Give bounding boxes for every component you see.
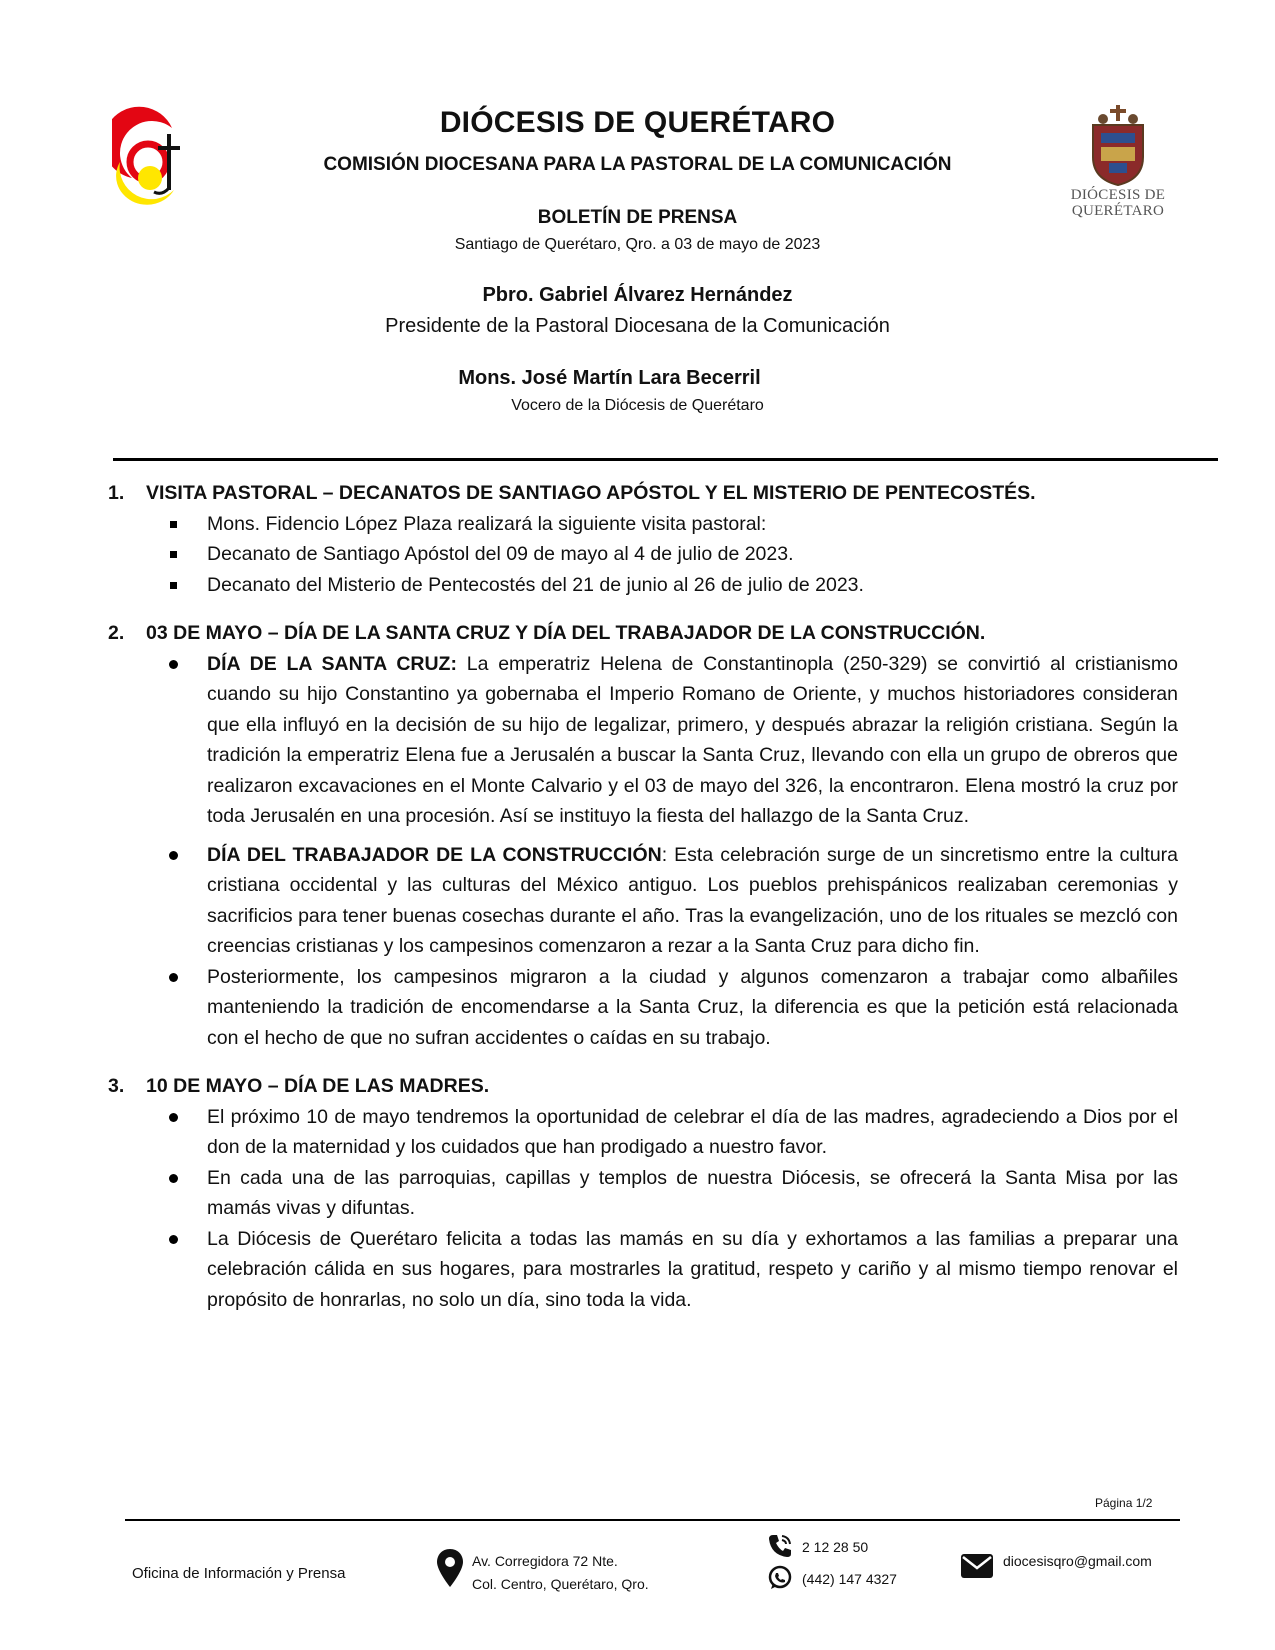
list-item: En cada una de las parroquias, capillas y templos de nuestra Diócesis, se ofrecerá la Santa Misa por las mamás vivas y difuntas. bbox=[167, 1163, 1178, 1224]
item-lead: DÍA DEL TRABAJADOR DE LA CONSTRUCCIÓN bbox=[207, 843, 662, 866]
list-item bbox=[167, 649, 1178, 832]
location-pin-icon bbox=[437, 1549, 463, 1592]
item-text: : Esta celebración surge de un sincretismo entre la cultura cristiana occidental y las culturas del México antiguo. Los pueblos prehispánicos realizaban ceremonias y sacrificios para tener buenas cosechas durante el año. Tras la evangelización, uno de los rituales se mezcló con creencias cristianas y los campesinos comenzaron a rezar a la Santa Cruz para dicho fin. bbox=[207, 843, 1179, 957]
list-item: El próximo 10 de mayo tendremos la oportunidad de celebrar el día de las madres, agradeciendo a Dios por el don de la maternidad y los cuidados que han prodigado a nuestro favor. bbox=[167, 1102, 1178, 1163]
list-item bbox=[167, 840, 1178, 962]
phone-icon bbox=[767, 1533, 793, 1564]
whatsapp-number: (442) 147 4327 bbox=[802, 1571, 897, 1587]
president-role: Presidente de la Pastoral Diocesana de la Comunicación bbox=[385, 315, 890, 337]
address-line2: Col. Centro, Querétaro, Qro. bbox=[472, 1576, 649, 1592]
item-text: Posteriormente, los campesinos migraron a la ciudad y algunos comenzaron a trabajar como albañiles manteniendo la tradición de encomendarse a la Santa Cruz, la diferencia es que la petición está relacionada con el hecho de que no sufran accidentes o caídas en su trabajo. bbox=[207, 965, 1178, 1049]
list-item: Decanato del Misterio de Pentecostés del 21 de junio al 26 de julio de 2023. bbox=[167, 570, 1178, 601]
whatsapp-icon bbox=[767, 1565, 793, 1596]
list-item: Mons. Fidencio López Plaza realizará la siguiente visita pastoral: bbox=[167, 509, 1178, 540]
bulletin-label: BOLETÍN DE PRENSA bbox=[537, 207, 738, 228]
section-2 bbox=[108, 618, 1178, 1053]
footer-divider bbox=[125, 1519, 1180, 1521]
section-number: 1. bbox=[108, 482, 125, 504]
page-number: Página 1/2 bbox=[1095, 1496, 1153, 1510]
item-text: La emperatriz Helena de Constantinopla (250-329) se convirtió al cristianismo cuando su hijo Constantino ya gobernaba el Imperio Romano de Oriente, y muchos historiadores consideran que ella influyó en la decisión de su hijo de legalizar, primero, y después abrazar la religión cristiana. Según la tradición la emperatriz Elena fue a Jerusalén a buscar la Santa Cruz, llevando con ella un grupo de obreros que realizaron excavaciones en el Monte Calvario y el 03 de mayo del 326, la encontraron. Elena mostró la cruz por toda Jerusalén en una procesión. Así se instituyo la fiesta del hallazgo de la Santa Cruz. bbox=[207, 652, 1178, 827]
seal-caption-line1: DIÓCESIS DE bbox=[1070, 187, 1166, 203]
page-subtitle: COMISIÓN DIOCESANA PARA LA PASTORAL DE LA COMUNICACIÓN bbox=[323, 154, 952, 175]
footer-email: diocesisqro@gmail.com bbox=[1003, 1553, 1152, 1569]
section-1 bbox=[108, 478, 1178, 600]
bulletin-date: Santiago de Querétaro, Qro. a 03 de mayo de 2023 bbox=[454, 236, 821, 253]
section-title: 03 DE MAYO – DÍA DE LA SANTA CRUZ Y DÍA DEL TRABAJADOR DE LA CONSTRUCCIÓN. bbox=[146, 622, 986, 644]
section-3 bbox=[108, 1071, 1178, 1315]
section-heading bbox=[108, 1071, 1178, 1102]
footer-phones bbox=[802, 1536, 897, 1591]
footer-office: Oficina de Información y Prensa bbox=[132, 1565, 346, 1582]
president-name: Pbro. Gabriel Álvarez Hernández bbox=[482, 284, 793, 306]
section-number: 2. bbox=[108, 622, 125, 644]
mail-icon bbox=[961, 1554, 993, 1583]
list-item: Decanato de Santiago Apóstol del 09 de mayo al 4 de julio de 2023. bbox=[167, 539, 1178, 570]
footer-address bbox=[472, 1550, 649, 1596]
section-number: 3. bbox=[108, 1075, 125, 1097]
bulletin-body bbox=[108, 478, 1178, 1333]
page-title: DIÓCESIS DE QUERÉTARO bbox=[439, 106, 836, 139]
section-heading bbox=[108, 478, 1178, 509]
section-title: 10 DE MAYO – DÍA DE LAS MADRES. bbox=[146, 1075, 490, 1097]
address-line1: Av. Corregidora 72 Nte. bbox=[472, 1553, 618, 1569]
list-item: La Diócesis de Querétaro felicita a todas las mamás en su día y exhortamos a las familias a preparar una celebración cálida en sus hogares, para mostrarles la gratitud, respeto y cariño y al mismo tiempo renovar el propósito de honrarlas, no solo un día, sino toda la vida. bbox=[167, 1224, 1178, 1316]
phone-number: 2 12 28 50 bbox=[802, 1539, 869, 1555]
spokesperson-name: Mons. José Martín Lara Becerril bbox=[458, 367, 761, 389]
header-divider bbox=[113, 458, 1218, 461]
section-heading bbox=[108, 618, 1178, 649]
spokesperson-role: Vocero de la Diócesis de Querétaro bbox=[511, 397, 764, 414]
section-title: VISITA PASTORAL – DECANATOS DE SANTIAGO APÓSTOL Y EL MISTERIO DE PENTECOSTÉS. bbox=[146, 482, 1036, 504]
item-lead: DÍA DE LA SANTA CRUZ: bbox=[207, 652, 457, 675]
seal-caption-line2: QUERÉTARO bbox=[1071, 203, 1165, 219]
list-item bbox=[167, 962, 1178, 1054]
